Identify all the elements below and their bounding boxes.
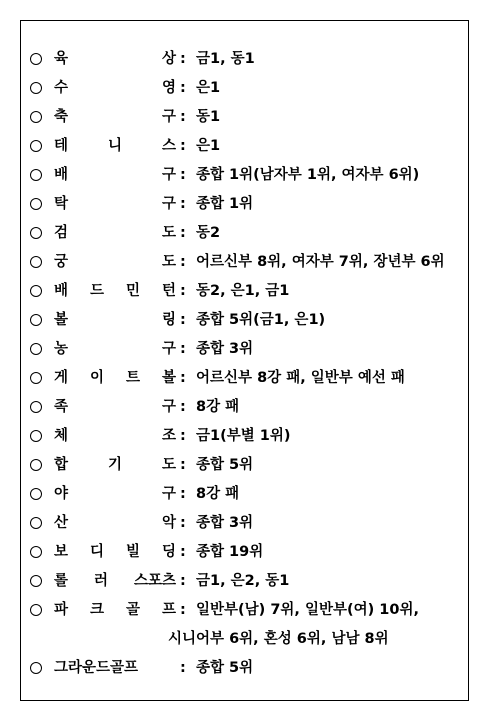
separator-colon: : — [180, 370, 186, 386]
sport-label-char: 궁 — [54, 254, 69, 270]
sport-label-char: 도 — [161, 254, 176, 270]
separator-colon: : — [180, 457, 186, 473]
sport-label-char: 상 — [161, 51, 176, 67]
separator-colon: : — [180, 138, 186, 154]
sport-label-char: 배 — [54, 283, 69, 299]
separator-colon: : — [180, 515, 186, 531]
result-value: 8강 패 — [196, 399, 240, 415]
result-value-continuation: 시니어부 6위, 혼성 6위, 남남 8위 — [168, 631, 389, 647]
sport-label-char: 합 — [54, 457, 69, 473]
sport-label-char: 도 — [161, 457, 176, 473]
circle-bullet-icon — [30, 430, 42, 442]
separator-colon: : — [180, 225, 186, 241]
circle-bullet-icon — [30, 343, 42, 355]
sport-label — [54, 190, 176, 219]
sport-label-char: 드 — [89, 283, 104, 299]
sport-label — [54, 393, 176, 422]
separator-colon: : — [180, 283, 186, 299]
sport-label — [54, 103, 176, 132]
result-value: 종합 5위 — [196, 660, 254, 676]
result-value: 금1, 동1 — [196, 51, 255, 67]
sport-label-char: 파 — [54, 602, 69, 618]
sport-label-char: 턴 — [161, 283, 176, 299]
circle-bullet-icon — [30, 459, 42, 471]
sport-label-char: 영 — [161, 80, 176, 96]
sport-label — [54, 567, 176, 596]
circle-bullet-icon — [30, 662, 42, 674]
sport-label-char: 구 — [161, 399, 176, 415]
sport-label-char: 산 — [54, 515, 69, 531]
sport-label-char: 기 — [107, 457, 122, 473]
sport-label-char: 구 — [161, 486, 176, 502]
separator-colon: : — [180, 109, 186, 125]
sport-label — [54, 364, 176, 393]
sport-label-char: 족 — [54, 399, 69, 415]
sport-label — [54, 596, 176, 625]
sport-label-char: 골 — [125, 602, 140, 618]
sport-label-char: 악 — [161, 515, 176, 531]
sport-label — [54, 654, 138, 683]
sport-label-char: 트 — [125, 370, 140, 386]
separator-colon: : — [180, 544, 186, 560]
sport-label — [54, 132, 176, 161]
sport-label-char: 그라운드골프 — [54, 660, 139, 676]
separator-colon: : — [180, 196, 186, 212]
sport-label — [54, 161, 176, 190]
sport-label — [54, 306, 176, 335]
sport-label — [54, 277, 176, 306]
sport-label-char: 구 — [161, 196, 176, 212]
result-value: 동2 — [196, 225, 221, 241]
separator-colon: : — [180, 428, 186, 444]
circle-bullet-icon — [30, 285, 42, 297]
result-value: 종합 5위(금1, 은1) — [196, 312, 326, 328]
result-value: 동2, 은1, 금1 — [196, 283, 290, 299]
result-value: 종합 19위 — [196, 544, 264, 560]
sport-label-char: 니 — [107, 138, 122, 154]
sport-label — [54, 480, 176, 509]
sport-label-char: 배 — [54, 167, 69, 183]
separator-colon: : — [180, 486, 186, 502]
circle-bullet-icon — [30, 546, 42, 558]
sport-label — [54, 219, 176, 248]
separator-colon: : — [180, 573, 186, 589]
sport-label-char: 축 — [54, 109, 69, 125]
sport-label-char: 구 — [161, 109, 176, 125]
result-value: 어르신부 8강 패, 일반부 예선 패 — [196, 370, 405, 386]
result-value: 은1 — [196, 80, 221, 96]
sport-label-char: 보 — [54, 544, 69, 560]
sport-label-char: 스포츠 — [133, 573, 176, 589]
sport-label-char: 러 — [93, 573, 108, 589]
circle-bullet-icon — [30, 111, 42, 123]
circle-bullet-icon — [30, 372, 42, 384]
sport-label-char: 조 — [161, 428, 176, 444]
circle-bullet-icon — [30, 401, 42, 413]
result-value: 은1 — [196, 138, 221, 154]
sport-label-char: 도 — [161, 225, 176, 241]
sport-label-char: 딩 — [161, 544, 176, 560]
sport-label — [54, 45, 176, 74]
sport-label-char: 야 — [54, 486, 69, 502]
separator-colon: : — [180, 167, 186, 183]
separator-colon: : — [180, 660, 186, 676]
result-value: 일반부(남) 7위, 일반부(여) 10위, — [196, 602, 420, 618]
circle-bullet-icon — [30, 488, 42, 500]
circle-bullet-icon — [30, 604, 42, 616]
circle-bullet-icon — [30, 140, 42, 152]
circle-bullet-icon — [30, 82, 42, 94]
result-value: 8강 패 — [196, 486, 240, 502]
sport-label — [54, 248, 176, 277]
sport-label — [54, 451, 176, 480]
sport-label-char: 농 — [54, 341, 69, 357]
separator-colon: : — [180, 602, 186, 618]
sport-label-char: 크 — [89, 602, 104, 618]
separator-colon: : — [180, 312, 186, 328]
sport-label — [54, 538, 176, 567]
separator-colon: : — [180, 254, 186, 270]
sport-label-char: 수 — [54, 80, 69, 96]
result-value: 종합 3위 — [196, 341, 254, 357]
separator-colon: : — [180, 51, 186, 67]
result-value: 금1(부별 1위) — [196, 428, 291, 444]
sport-label-char: 구 — [161, 167, 176, 183]
circle-bullet-icon — [30, 314, 42, 326]
circle-bullet-icon — [30, 517, 42, 529]
result-value: 금1, 은2, 동1 — [196, 573, 290, 589]
sport-label-char: 체 — [54, 428, 69, 444]
circle-bullet-icon — [30, 198, 42, 210]
circle-bullet-icon — [30, 575, 42, 587]
sport-label-char: 볼 — [161, 370, 176, 386]
circle-bullet-icon — [30, 227, 42, 239]
sport-label — [54, 74, 176, 103]
result-value: 종합 1위(남자부 1위, 여자부 6위) — [196, 167, 420, 183]
circle-bullet-icon — [30, 256, 42, 268]
sport-label-char: 육 — [54, 51, 69, 67]
sport-label-char: 디 — [89, 544, 104, 560]
result-value: 종합 1위 — [196, 196, 254, 212]
sport-label-char: 탁 — [54, 196, 69, 212]
sport-label-char: 민 — [125, 283, 140, 299]
result-value: 종합 5위 — [196, 457, 254, 473]
sport-label-char: 구 — [161, 341, 176, 357]
circle-bullet-icon — [30, 169, 42, 181]
sport-label — [54, 509, 176, 538]
sport-label-char: 롤 — [54, 573, 69, 589]
sport-label-char: 게 — [54, 370, 69, 386]
sport-label-char: 테 — [54, 138, 69, 154]
separator-colon: : — [180, 399, 186, 415]
separator-colon: : — [180, 80, 186, 96]
sport-label — [54, 335, 176, 364]
result-value: 어르신부 8위, 여자부 7위, 장년부 6위 — [196, 254, 445, 270]
sport-label-char: 빌 — [125, 544, 140, 560]
circle-bullet-icon — [30, 53, 42, 65]
sport-label-char: 프 — [161, 602, 176, 618]
sport-label-char: 스 — [161, 138, 176, 154]
separator-colon: : — [180, 341, 186, 357]
sport-label-char: 볼 — [54, 312, 69, 328]
result-value: 동1 — [196, 109, 221, 125]
result-value: 종합 3위 — [196, 515, 254, 531]
sport-label-char: 검 — [54, 225, 69, 241]
sport-label-char: 링 — [161, 312, 176, 328]
sport-label — [54, 422, 176, 451]
sport-label-char: 이 — [89, 370, 104, 386]
